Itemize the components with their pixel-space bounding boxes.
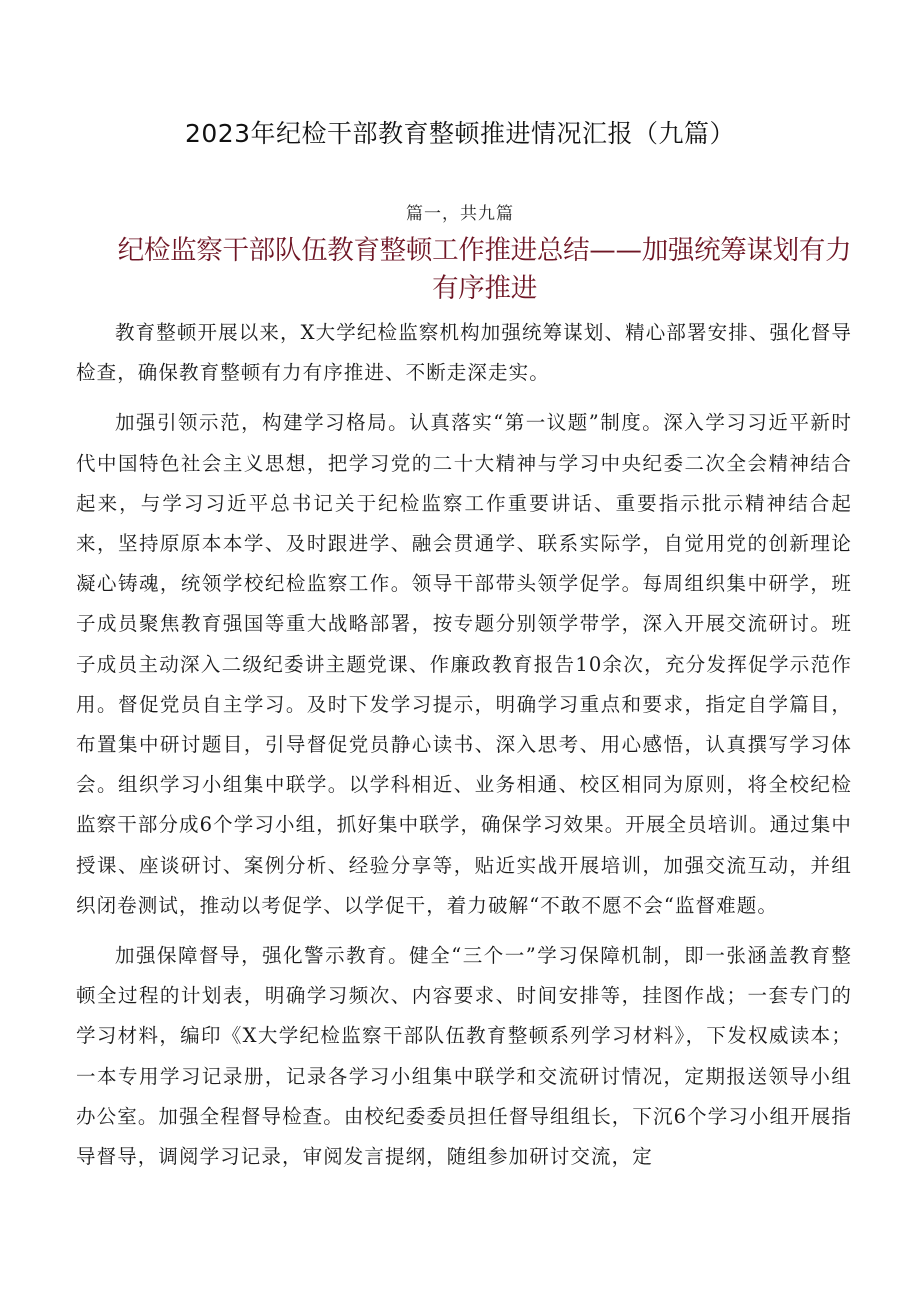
document-title: 2023年纪检干部教育整顿推进情况汇报（九篇） bbox=[184, 119, 736, 148]
article-title: 纪检监察干部队伍教育整顿工作推进总结——加强统筹谋划有力有序推进 bbox=[117, 235, 852, 304]
paragraph-supervision: 加强保障督导，强化警示教育。健全“三个一”学习保障机制，即一张涵盖教育整顿全过程的计划表，明确学习频次、内容要求、时间安排等，挂图作战；一套专门的学习材料，编印《X大学纪检监察干部队伍教育整顿系列学习材料》，下发权威读本；一本专用学习记录册，记录各学习小组集中联学和交流研讨情况，定期报送领导小组办公室。加强全程督导检查。由校纪委委员担任督导组组长，下沉6个学习小组开展指导督导，调阅学习记录，审阅发言提纲，随组参加研讨交流，定 bbox=[76, 944, 852, 1169]
paragraph-study: 加强引领示范，构建学习格局。认真落实“第一议题”制度。深入学习习近平新时代中国特色社会主义思想，把学习党的二十大精神与学习中央纪委二次全会精神结合起来，与学习习近平总书记关于纪检监察工作重要讲话、重要指示批示精神结合起来，坚持原原本本学、及时跟进学、融会贯通学、联系实际学，自觉用党的创新理论凝心铸魂，统领学校纪检监察工作。领导干部带头领学促学。每周组织集中研学，班子成员聚焦教育强国等重大战略部署，按专题分别领学带学，深入开展交流研讨。班子成员主动深入二级纪委讲主题党课、作廉政教育报告10余次，充分发挥促学示范作用。督促党员自主学习。及时下发学习提示，明确学习重点和要求，指定自学篇目，布置集中研讨题目，引导督促党员静心读书、深入思考、用心感悟，认真撰写学习体会。组织学习小组集中联学。以学科相近、业务相通、校区相同为原则，将全校纪检监察干部分成6个学习小组，抓好集中联学，确保学习效果。开展全员培训。通过集中授课、座谈研讨、案例分析、经验分享等，贴近实战开展培训，加强交流互动，并组织闭卷测试，推动以考促学、以学促干，着力破解“不敢不愿不会“监督难题。 bbox=[76, 411, 852, 917]
part-label: 篇一，共九篇 bbox=[406, 204, 514, 224]
paragraph-intro: 教育整顿开展以来，X大学纪检监察机构加强统筹谋划、精心部署安排、强化督导检查，确保教育整顿有力有序推进、不断走深走实。 bbox=[76, 321, 852, 385]
article-body bbox=[76, 313, 852, 1301]
